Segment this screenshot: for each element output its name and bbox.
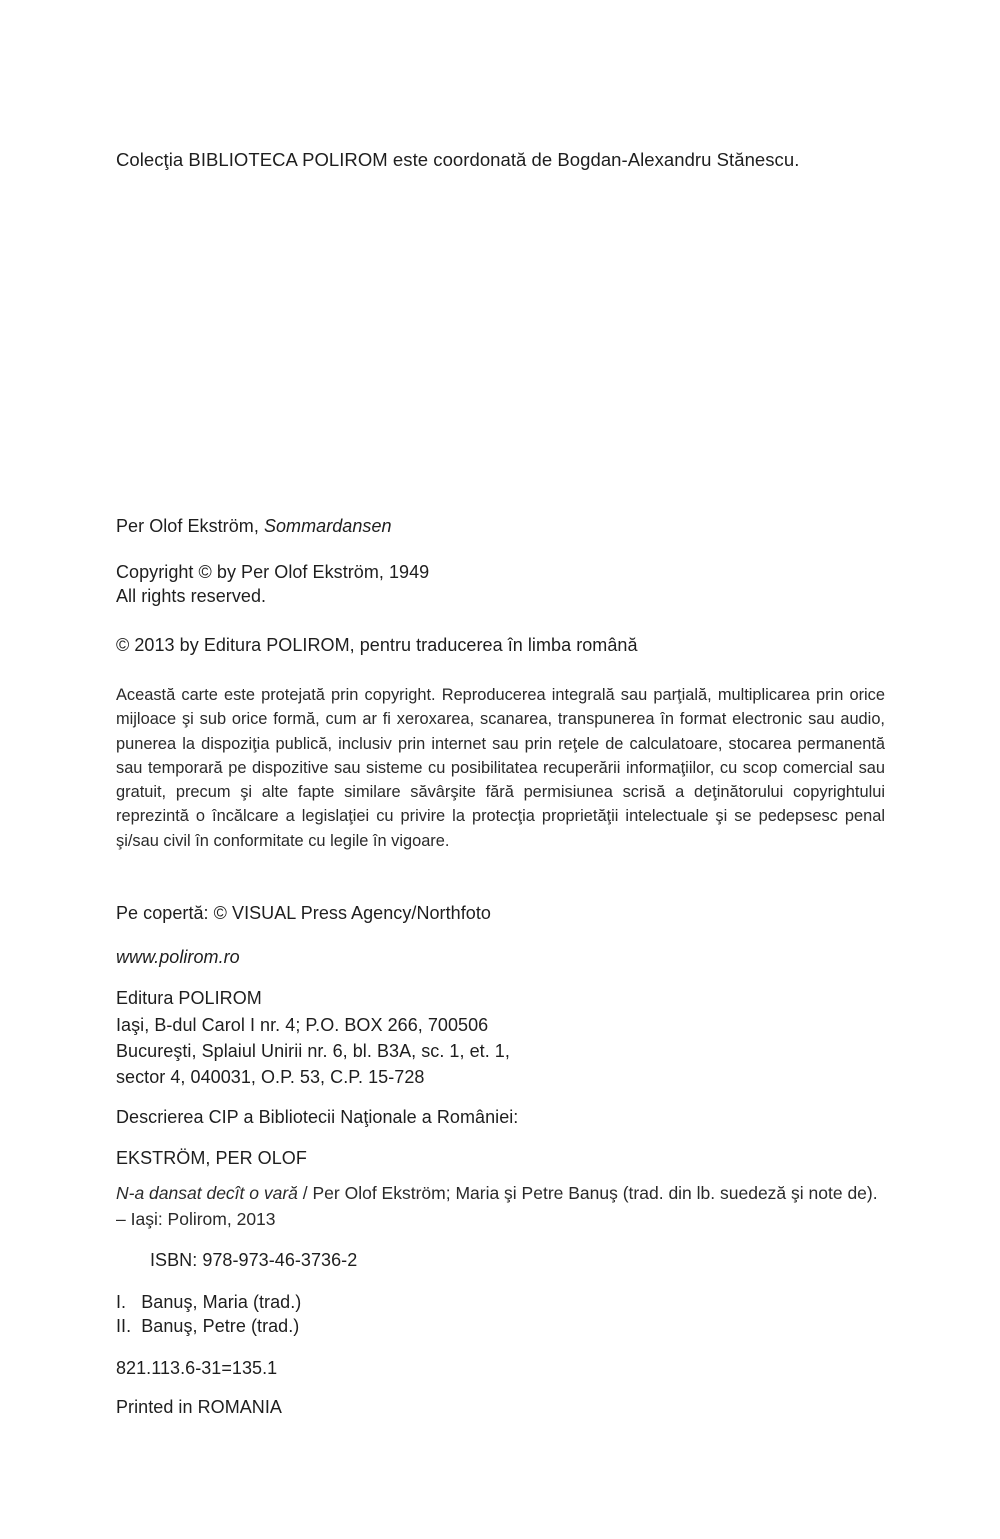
cip-entry-translator-2: II. Banuş, Petre (trad.)	[116, 1316, 300, 1336]
original-title-line	[116, 515, 392, 537]
cip-author: EKSTRÖM, PER OLOF	[116, 1148, 307, 1168]
website-link[interactable]: www.polirom.ro	[116, 947, 240, 967]
classification-code: 821.113.6-31=135.1	[116, 1358, 278, 1378]
cover-credit: Pe copertă: © VISUAL Press Agency/Northfoto	[116, 903, 491, 923]
cip-entry-translator-1: I. Banuş, Maria (trad.)	[116, 1292, 302, 1312]
cip-description	[116, 1180, 886, 1232]
cip-description-rest: / Per Olof Ekström; Maria şi Petre Banuş (trad. din lb. suedeză şi note de). – Iaşi: Polirom, 2013	[116, 1183, 878, 1229]
publisher-address-iasi: Iaşi, B-dul Carol I nr. 4; P.O. BOX 266, 700506	[116, 1015, 489, 1035]
publisher-name: Editura POLIROM	[116, 988, 262, 1008]
printed-in: Printed in ROMANIA	[116, 1397, 282, 1417]
collection-note: Colecţia BIBLIOTECA POLIROM este coordonată de Bogdan-Alexandru Stănescu.	[116, 149, 800, 170]
original-title: Sommardansen	[263, 516, 392, 536]
publisher-address-sector: sector 4, 040031, O.P. 53, C.P. 15-728	[116, 1067, 425, 1087]
translation-copyright: © 2013 by Editura POLIROM, pentru traducerea în limba română	[116, 635, 638, 655]
cip-title: N-a dansat decît o vară	[116, 1183, 298, 1203]
isbn: ISBN: 978-973-46-3736-2	[150, 1250, 358, 1270]
original-author: Per Olof Ekström,	[116, 516, 264, 536]
rights-reserved: All rights reserved.	[116, 586, 267, 606]
publisher-address-bucuresti: Bucureşti, Splaiul Unirii nr. 6, bl. B3A, sc. 1, et. 1,	[116, 1041, 510, 1061]
copyright-line: Copyright © by Per Olof Ekström, 1949	[116, 562, 430, 582]
cip-heading: Descrierea CIP a Bibliotecii Naţionale a României:	[116, 1107, 519, 1127]
legal-notice: Această carte este protejată prin copyright. Reproducerea integrală sau parţială, multiplicarea prin orice mijloace şi sub orice formă, cum ar fi xeroxarea, scanarea, transpunerea în format electronic sau audio, punerea la dispoziţia publică, inclusiv prin internet sau prin reţele de calculatoare, stocarea permanentă sau temporară pe dispozitive sau sisteme cu posibilitatea recuperării informaţiilor, cu scop comercial sau gratuit, precum şi alte fapte similare săvârşite fără permisiunea scrisă a deţinătorului copyrightului reprezintă o încălcare a legislaţiei cu privire la protecţia proprietăţii intelectuale şi se pedepsesc penal şi/sau civil în conformitate cu legile în vigoare.	[116, 686, 885, 850]
